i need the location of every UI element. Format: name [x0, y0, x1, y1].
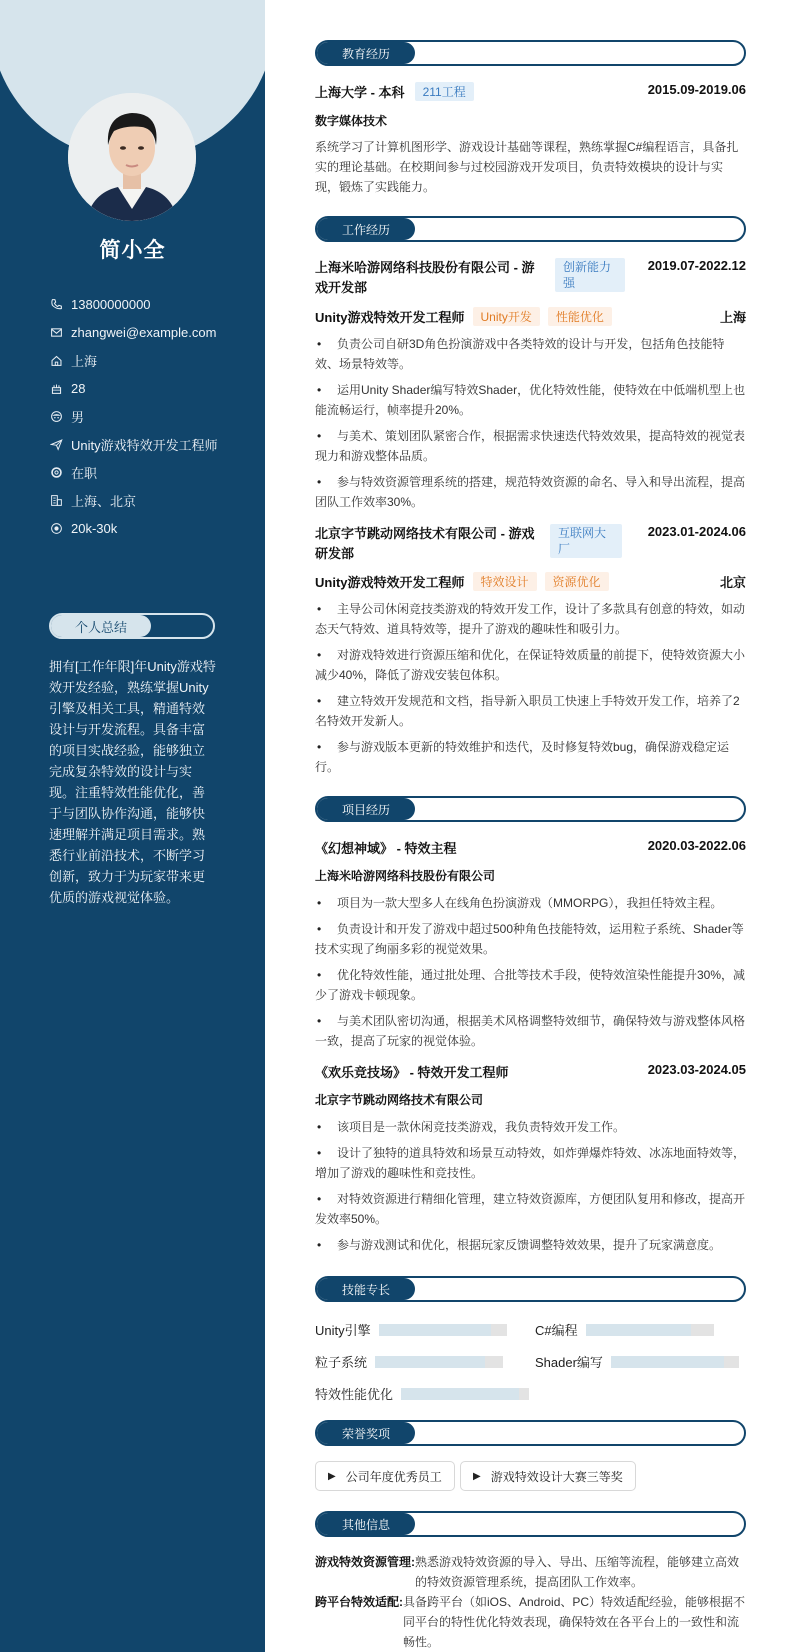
avatar: [68, 93, 196, 221]
skill-name: Unity引擎: [315, 1323, 371, 1338]
status-icon: [49, 465, 63, 479]
award-label: 公司年度优秀员工: [345, 1469, 442, 1484]
work-section-header: [315, 216, 746, 242]
skill-name: Shader编写: [535, 1355, 603, 1370]
work-role-row: [315, 572, 746, 591]
bullet-item: • 运用Unity Shader编写特效Shader，优化特效性能，使特效在中低端机型上也能流畅运行，帧率提升20%。: [315, 380, 746, 420]
other-info-value: 熟悉游戏特效资源的导入、导出、压缩等流程，能够建立高效的特效资源管理系统，提高团队工作效率。: [415, 1555, 740, 1589]
work-city: 北京: [719, 575, 746, 590]
contact-list: [49, 290, 259, 542]
project-date: 2020.03-2022.06: [647, 838, 746, 853]
award-badge: [315, 1461, 455, 1491]
bullet-item: • 主导公司休闲竞技类游戏的特效开发工作，设计了多款具有创意的特效，如动态天气特效、道具特效等，提升了游戏的趣味性和吸引力。: [315, 599, 746, 639]
education-section-header: [315, 40, 746, 66]
skill-bar: [379, 1324, 507, 1336]
bullet-item: • 参与游戏版本更新的特效维护和迭代，及时修复特效bug，确保游戏稳定运行。: [315, 737, 746, 777]
bullet-item: • 该项目是一款休闲竞技类游戏，我负责特效开发工作。: [315, 1117, 746, 1137]
other-info-key: 游戏特效资源管理:: [315, 1555, 415, 1569]
sidebar: [0, 0, 265, 1652]
education-date: 2015.09-2019.06: [647, 82, 746, 97]
section-title: 技能专长: [317, 1278, 415, 1300]
section-title: 工作经历: [317, 218, 415, 240]
summary-section-header: [49, 613, 215, 639]
mail-icon: [49, 325, 63, 339]
other-section-header: [315, 1511, 746, 1537]
skill-tag: 特效设计: [473, 572, 537, 591]
education-row: [315, 82, 746, 101]
section-title: 其他信息: [317, 1513, 415, 1535]
work-bullets: [315, 334, 746, 518]
skill-bar: [375, 1356, 503, 1368]
bullet-item: • 对游戏特效进行资源压缩和优化，在保证特效质量的前提下，使特效资源大小减少40%，降低了游戏安装包体积。: [315, 645, 746, 685]
project-bullets: [315, 893, 746, 1057]
contact-value: Unity游戏特效开发工程师: [71, 437, 218, 453]
bullet-item: • 与美术团队密切沟通，根据美术风格调整特效细节，确保特效与游戏整体风格一致，提高了玩家的视觉体验。: [315, 1011, 746, 1051]
awards-section-header: [315, 1420, 746, 1446]
city-icon: [49, 493, 63, 507]
contact-age: [49, 374, 259, 402]
skill-name: 粒子系统: [315, 1355, 368, 1370]
other-info-item: [315, 1592, 746, 1652]
summary-text: 拥有[工作年限]年Unity游戏特效开发经验，熟练掌握Unity引擎及相关工具，精通特效设计与开发流程。具备丰富的项目实战经验，能够独立完成复杂特效的设计与实现。注重特效性能优化，善于与团队协作沟通，能够快速理解并满足项目需求。熟悉行业前沿技术，不断学习创新，致力于为玩家带来更优质的游戏视觉体验。: [49, 659, 216, 905]
project-company: 北京字节跳动网络技术有限公司: [315, 1093, 484, 1107]
work-role-row: [315, 307, 746, 326]
school-tag: 211工程: [415, 82, 474, 101]
skill-bar-fill: [586, 1324, 691, 1336]
skill-bar-fill: [611, 1356, 724, 1368]
work-date: 2023.01-2024.06: [647, 524, 746, 539]
skill-tag: Unity开发: [473, 307, 540, 326]
bullet-item: • 负责设计和开发了游戏中超过500种角色技能特效，运用粒子系统、Shader等技术实现了绚丽多彩的视觉效果。: [315, 919, 746, 959]
section-title: 荣誉奖项: [317, 1422, 415, 1444]
contact-value: zhangwei@example.com: [71, 324, 217, 340]
project-name: 《幻想神域》 - 特效主程: [315, 841, 457, 856]
company-name: 北京字节跳动网络技术有限公司 - 游戏研发部: [315, 526, 535, 561]
skill-bar-fill: [401, 1388, 519, 1400]
bullet-item: • 参与游戏测试和优化，根据玩家反馈调整特效效果，提升了玩家满意度。: [315, 1235, 746, 1255]
project-bullets: [315, 1117, 746, 1261]
contact-salary: [49, 514, 259, 542]
bullet-item: • 与美术、策划团队紧密合作，根据需求快速迭代特效效果，提高特效的视觉表现力和游戏整体品质。: [315, 426, 746, 466]
other-info-key: 跨平台特效适配:: [315, 1595, 403, 1609]
contact-city: [49, 486, 259, 514]
project-date: 2023.03-2024.05: [647, 1062, 746, 1077]
contact-value: 男: [71, 409, 85, 425]
contact-value: 上海: [71, 353, 98, 369]
work-item-header: [315, 524, 746, 564]
project-company: 上海米哈游网络科技股份有限公司: [315, 869, 496, 883]
section-title: 教育经历: [317, 42, 415, 64]
section-title: 项目经历: [317, 798, 415, 820]
age-icon: [49, 381, 63, 395]
major: 数字媒体技术: [315, 114, 388, 128]
project-header: [315, 1062, 746, 1081]
contact-value: 上海、北京: [71, 493, 137, 509]
work-item-header: [315, 258, 746, 298]
bullet-item: • 设计了独特的道具特效和场景互动特效，如炸弹爆炸特效、冰冻地面特效等，增加了游戏的趣味性和竞技性。: [315, 1143, 746, 1183]
contact-phone: [49, 290, 259, 318]
home-icon: [49, 353, 63, 367]
skill-bar-fill: [379, 1324, 492, 1336]
skill-item: [315, 1352, 503, 1371]
bullet-item: • 参与特效资源管理系统的搭建，规范特效资源的命名、导入和导出流程，提高团队工作效率30%。: [315, 472, 746, 512]
job-role: Unity游戏特效开发工程师: [315, 310, 465, 325]
skill-bar-fill: [375, 1356, 485, 1368]
skill-bar: [401, 1388, 529, 1400]
play-triangle-icon: ▶: [328, 1470, 336, 1482]
contact-value: 在职: [71, 465, 98, 481]
company-tag: 互联网大厂: [550, 524, 622, 558]
skill-bar: [586, 1324, 714, 1336]
skill-tag: 资源优化: [545, 572, 609, 591]
company-name: 上海米哈游网络科技股份有限公司 - 游戏开发部: [315, 260, 535, 295]
contact-email: [49, 318, 259, 346]
salary-icon: [49, 521, 63, 535]
education-description: 系统学习了计算机图形学、游戏设计基础等课程，熟练掌握C#编程语言，具备扎实的理论基础。在校期间参与过校园游戏开发项目，负责特效模块的设计与实现，锻炼了实践能力。: [315, 140, 739, 194]
other-info-item: [315, 1552, 746, 1592]
contact-location: [49, 346, 259, 374]
contact-gender: [49, 402, 259, 430]
school-name: 上海大学 - 本科: [315, 85, 405, 100]
work-bullets: [315, 599, 746, 783]
summary-title: 个人总结: [51, 615, 151, 637]
job-role: Unity游戏特效开发工程师: [315, 575, 465, 590]
contact-value: 28: [71, 380, 86, 396]
skill-name: 特效性能优化: [315, 1387, 394, 1402]
contact-value: 20k-30k: [71, 520, 118, 536]
job-icon: [49, 437, 63, 451]
gender-icon: [49, 409, 63, 423]
skill-item: [535, 1352, 739, 1371]
award-badge: [460, 1461, 636, 1491]
play-triangle-icon: ▶: [473, 1470, 481, 1482]
projects-section-header: [315, 796, 746, 822]
bullet-item: • 对特效资源进行精细化管理，建立特效资源库，方便团队复用和修改，提高开发效率50%。: [315, 1189, 746, 1229]
skill-name: C#编程: [535, 1323, 578, 1338]
project-header: [315, 838, 746, 857]
avatar-photo: [68, 93, 196, 221]
other-info-value: 具备跨平台（如iOS、Android、PC）特效适配经验，能够根据不同平台的特性优化特效表现，确保特效在各平台上的一致性和流畅性。: [403, 1595, 746, 1649]
phone-icon: [49, 297, 63, 311]
skill-tag: 性能优化: [548, 307, 612, 326]
bullet-item: • 建立特效开发规范和文档，指导新入职员工快速上手特效开发工作，培养了2名特效开发新人。: [315, 691, 746, 731]
skill-item: [315, 1320, 507, 1339]
bullet-item: • 优化特效性能，通过批处理、合批等技术手段，使特效渲染性能提升30%，减少了游戏卡顿现象。: [315, 965, 746, 1005]
bullet-item: • 项目为一款大型多人在线角色扮演游戏（MMORPG），我担任特效主程。: [315, 893, 746, 913]
candidate-name: 简小全: [99, 239, 166, 262]
contact-status: [49, 458, 259, 486]
skill-item: [315, 1384, 529, 1403]
bullet-item: • 负责公司自研3D角色扮演游戏中各类特效的设计与开发，包括角色技能特效、场景特效等。: [315, 334, 746, 374]
contact-job: [49, 430, 259, 458]
contact-value: 13800000000: [71, 296, 151, 312]
award-label: 游戏特效设计大赛三等奖: [490, 1469, 623, 1484]
skills-section-header: [315, 1276, 746, 1302]
company-tag: 创新能力强: [555, 258, 625, 292]
skill-item: [535, 1320, 714, 1339]
work-city: 上海: [719, 310, 746, 325]
project-name: 《欢乐竞技场》 - 特效开发工程师: [315, 1065, 509, 1080]
work-date: 2019.07-2022.12: [647, 258, 746, 273]
skill-bar: [611, 1356, 739, 1368]
